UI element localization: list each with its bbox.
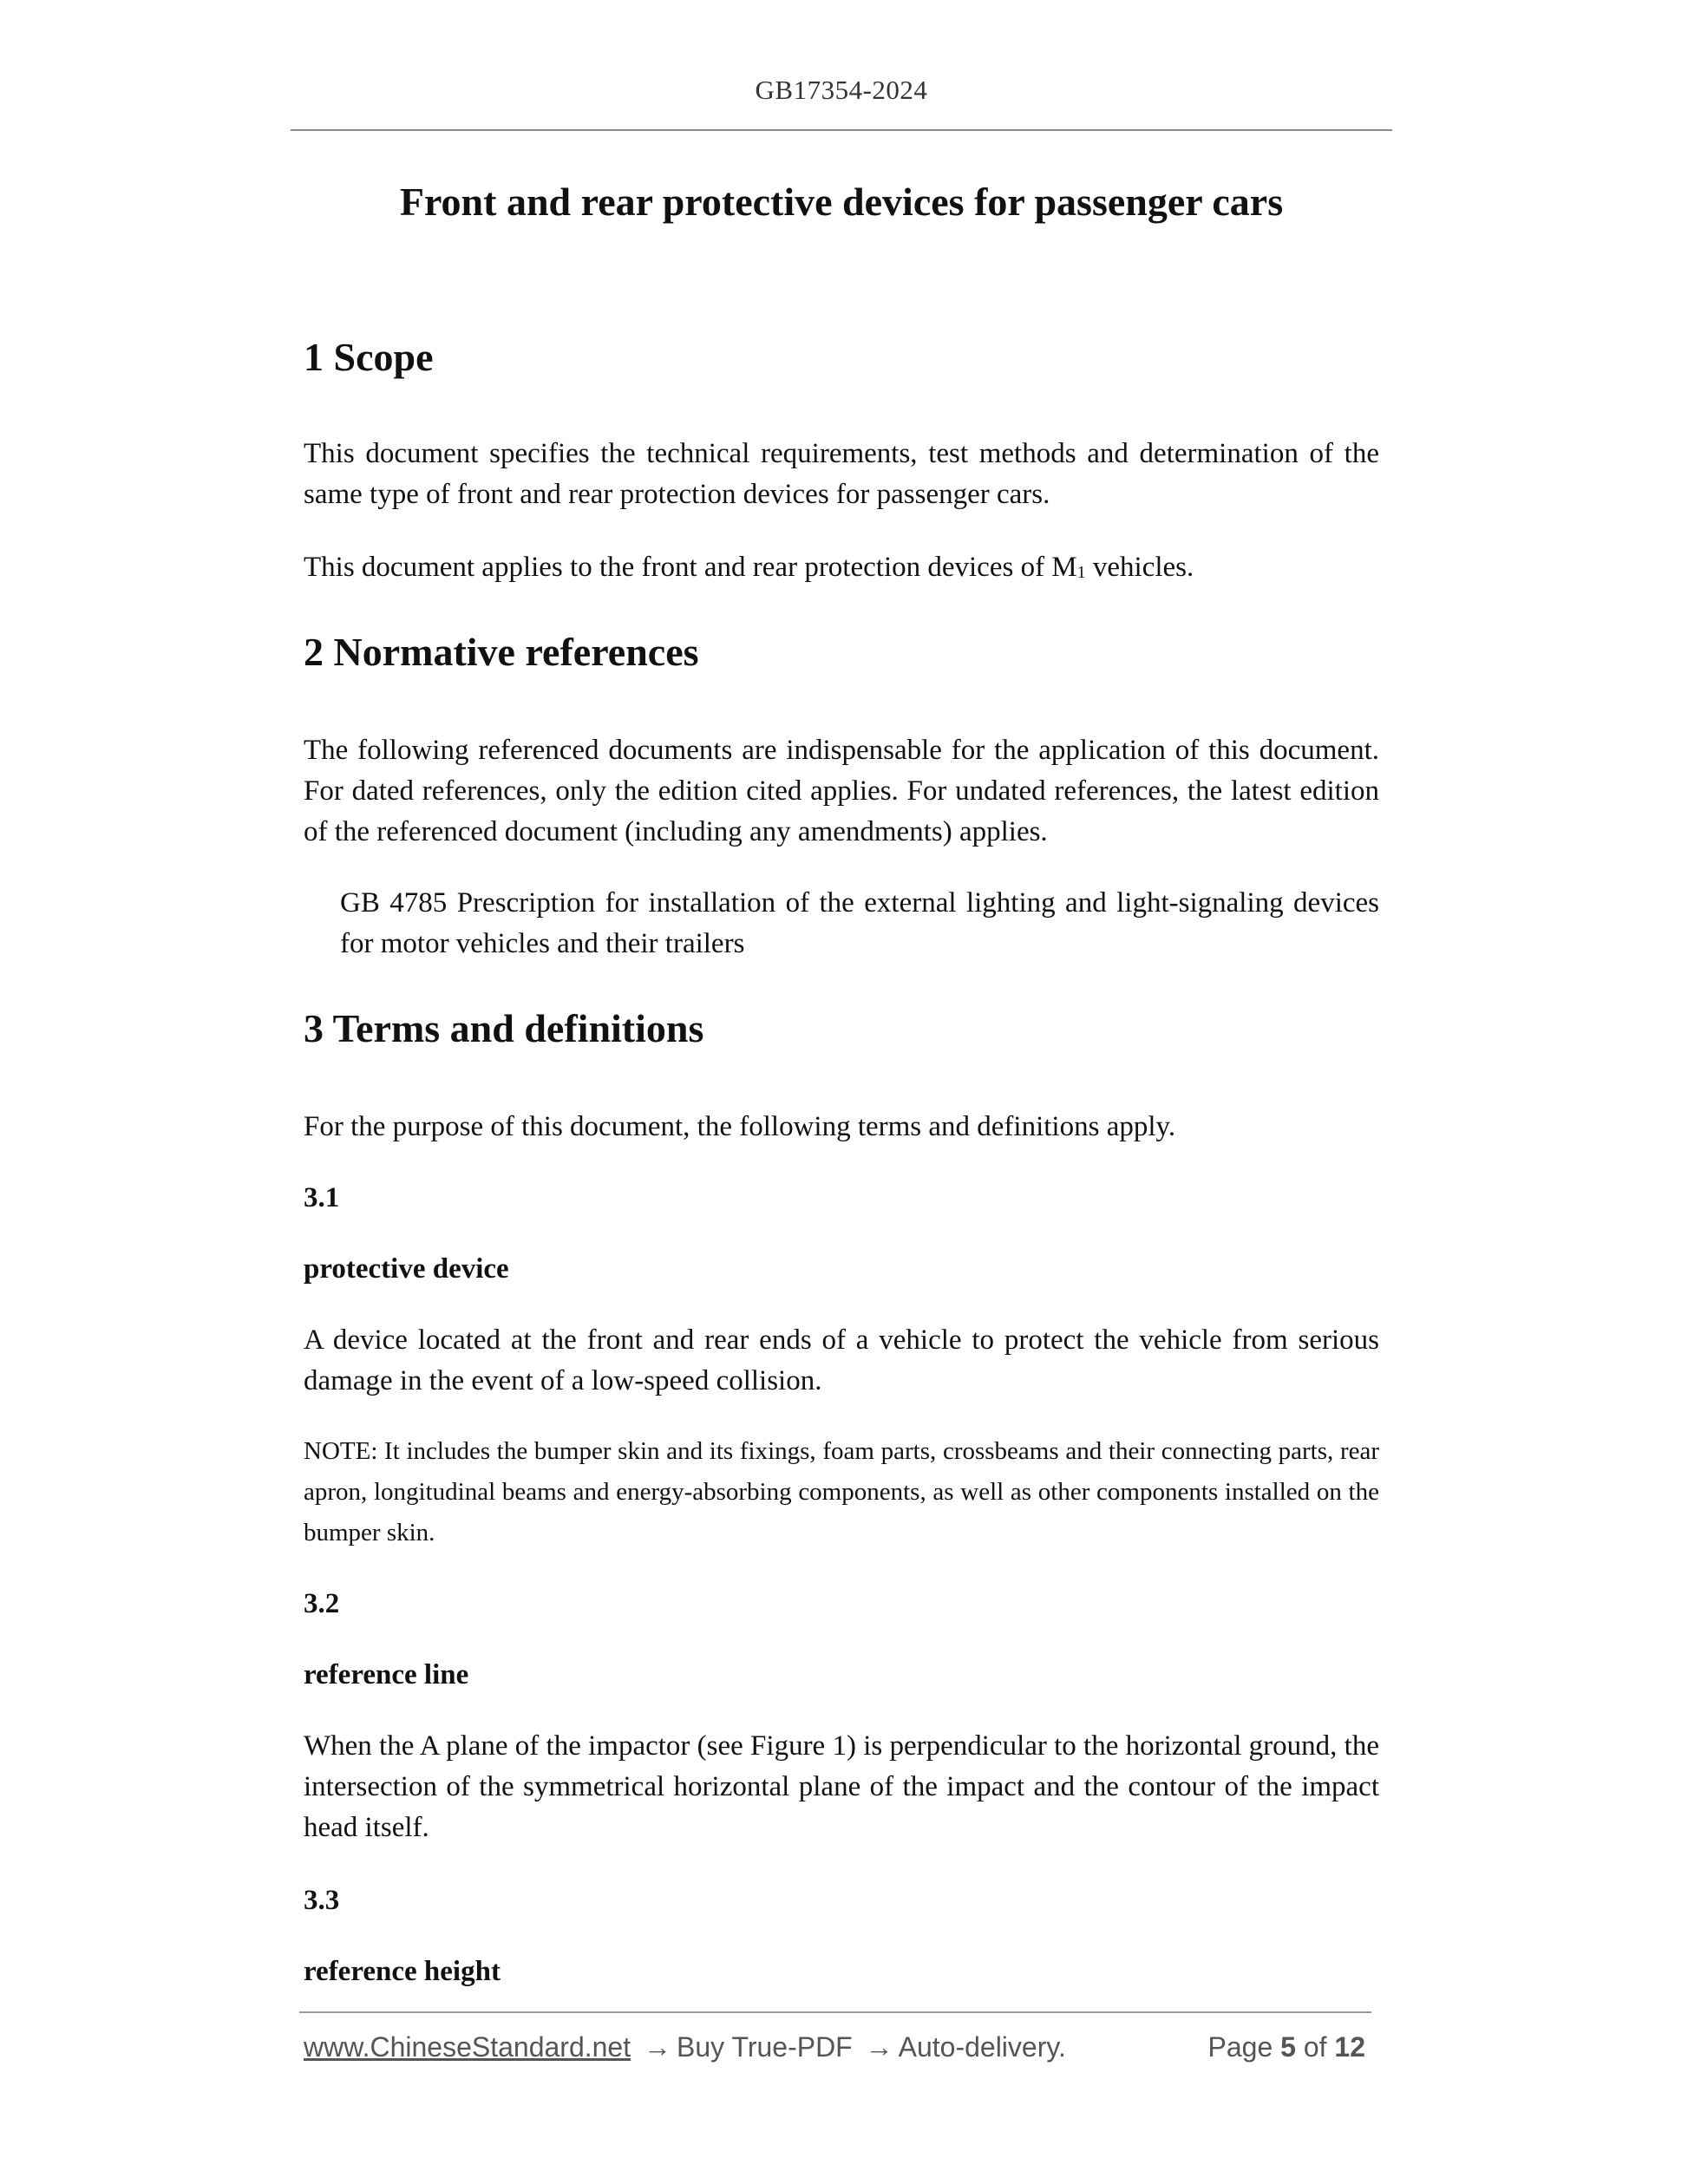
term-number-3-1: 3.1: [304, 1182, 340, 1213]
note-protective-device: NOTE: It includes the bumper skin and its fixings, foam parts, crossbeams and their connecting parts, rear apron, longitudinal beams and energy-absorbing components, as well as other components installed on the bumper skin.: [304, 1437, 1379, 1546]
scope-paragraph-2: [304, 547, 1379, 593]
term-number-3-2: 3.2: [304, 1588, 340, 1619]
term-reference-height: reference height: [304, 1956, 501, 1987]
running-header-code: GB17354-2024: [755, 75, 928, 105]
section-heading-scope: 1 Scope: [304, 335, 434, 379]
definition-protective-device: A device located at the front and rear ends of a vehicle to protect the vehicle from serious damage in the event of a low-speed collision.: [304, 1324, 1379, 1396]
header-divider: [291, 129, 1392, 131]
section-heading-terms-definitions: 3 Terms and definitions: [304, 1006, 704, 1050]
right-arrow-icon: →: [644, 2031, 671, 2063]
scope-p2-subscript: 1: [1076, 563, 1086, 582]
normative-reference-gb4785: GB 4785 Prescription for installation of the external lighting and light-signaling devices for motor vehicles and their trailers: [340, 887, 1379, 959]
scope-paragraph-1: This document specifies the technical requirements, test methods and determination of the same type of front and rear protection devices for passenger cars.: [304, 438, 1379, 510]
page-footer: [304, 2031, 1371, 2070]
term-reference-line: reference line: [304, 1659, 469, 1690]
footer-divider: [299, 2011, 1371, 2013]
right-arrow-icon: →: [865, 2031, 893, 2063]
auto-delivery-text: Auto-delivery.: [898, 2031, 1066, 2063]
definition-reference-line: When the A plane of the impactor (see Figure 1) is perpendicular to the horizontal ground, the intersection of the symmetrical horizontal plane of the impact and the contour of the impact head itself.: [304, 1730, 1379, 1843]
page-indicator: [1208, 2031, 1365, 2063]
total-page-count: 12: [1334, 2031, 1365, 2063]
term-number-3-3: 3.3: [304, 1885, 340, 1916]
chinesestandard-link[interactable]: www.ChineseStandard.net: [304, 2031, 631, 2063]
term-protective-device: protective device: [304, 1253, 509, 1285]
terms-intro: For the purpose of this document, the following terms and definitions apply.: [304, 1111, 1176, 1142]
normative-paragraph: The following referenced documents are indispensable for the application of this document. For dated references, only the edition cited applies. For undated references, the latest edition of the referenced document (including any amendments) applies.: [304, 735, 1379, 847]
scope-p2-text: This document applies to the front and rear protection devices of M: [304, 552, 1077, 583]
current-page-number: 5: [1280, 2031, 1296, 2063]
document-title: Front and rear protective devices for passenger cars: [399, 180, 1284, 224]
footer-promo: [304, 2031, 1066, 2063]
of-label: of: [1303, 2031, 1327, 2063]
scope-p2-tail: vehicles.: [1085, 552, 1194, 583]
buy-true-pdf-text: Buy True-PDF: [677, 2031, 853, 2063]
page-label: Page: [1207, 2031, 1273, 2063]
section-heading-normative-references: 2 Normative references: [304, 630, 699, 674]
